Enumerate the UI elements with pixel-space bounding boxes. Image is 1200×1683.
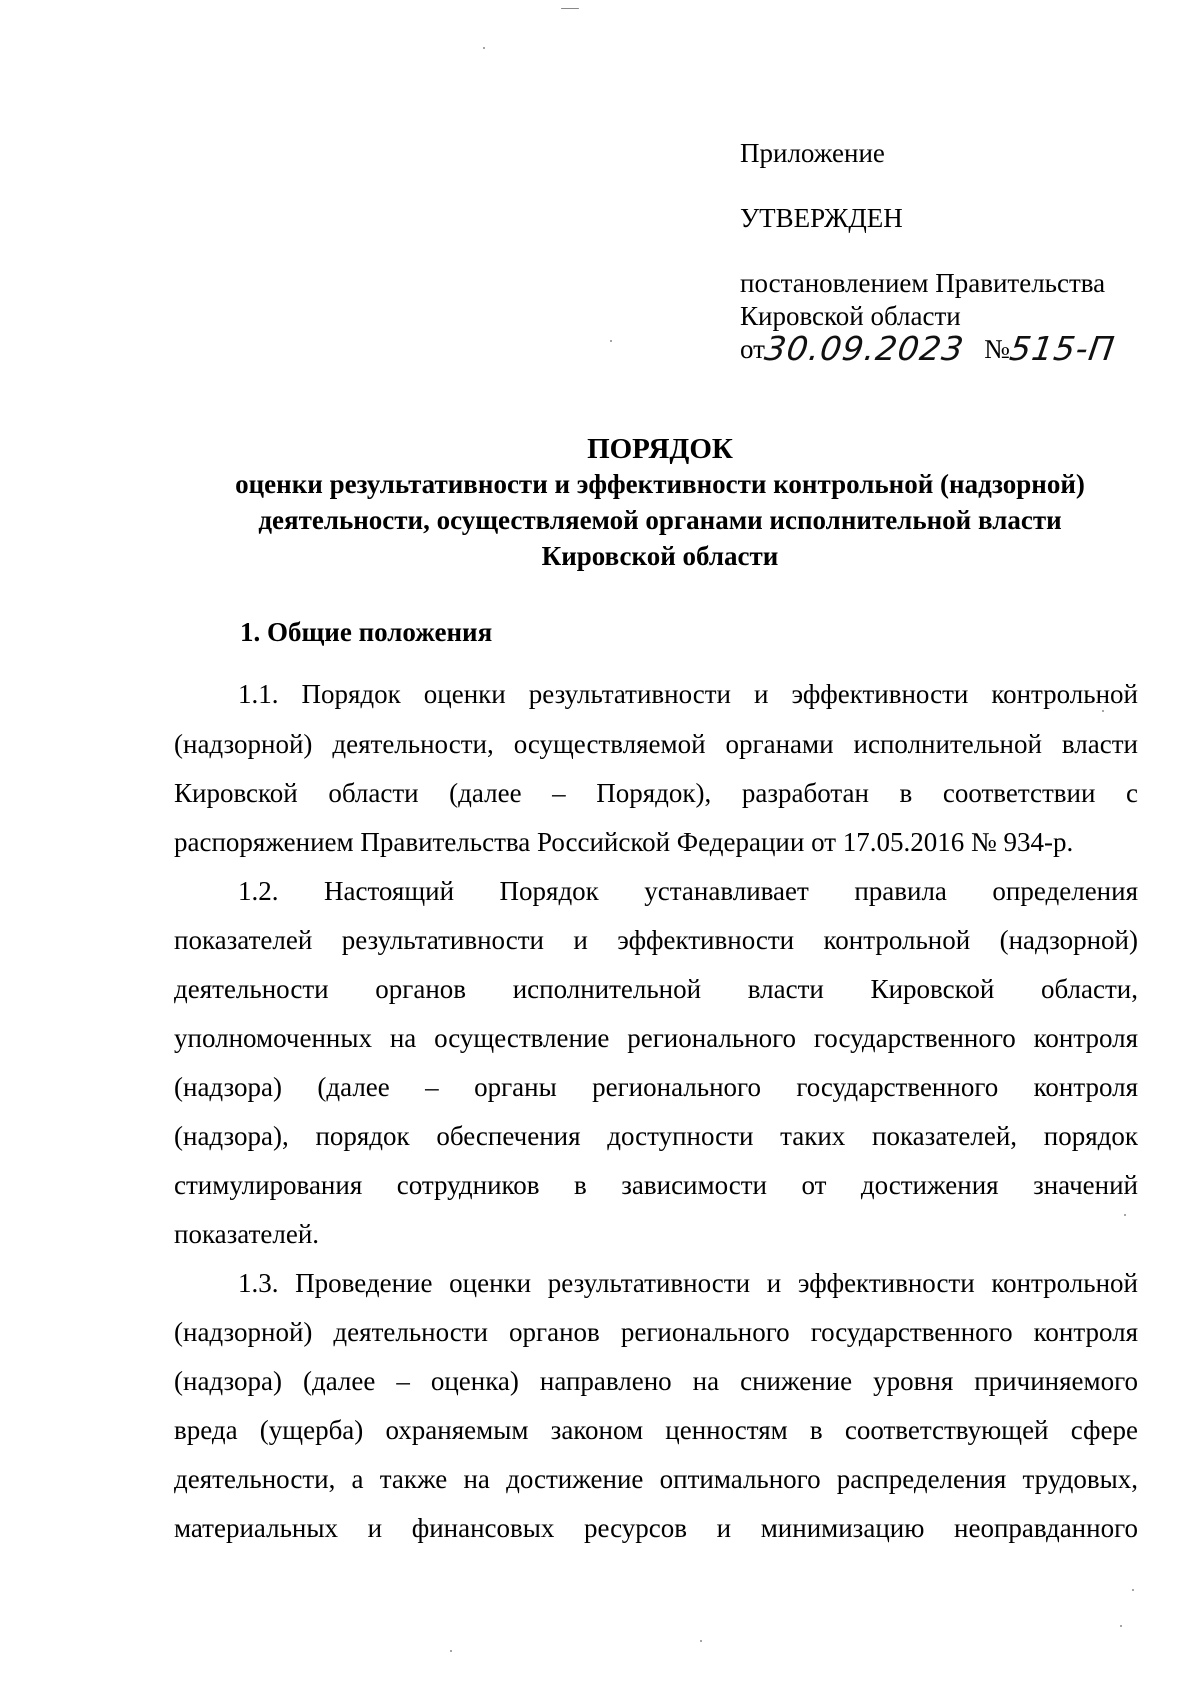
number-prefix: № — [984, 334, 1010, 364]
scan-speck — [450, 1650, 452, 1652]
appendix-label: Приложение — [740, 138, 885, 168]
paragraph-line: вреда (ущерба) охраняемым законом ценностям в соответствующей сфере — [174, 1415, 1138, 1445]
scan-speck — [1102, 710, 1104, 712]
scan-speck — [1132, 1589, 1134, 1591]
paragraph-line: 1.1. Порядок оценки результативности и эффективности контрольной — [238, 679, 1138, 709]
document-subtitle-line: Кировской области — [541, 541, 779, 571]
paragraph-line: (надзорной) деятельности, осуществляемой органами исполнительной власти — [174, 729, 1138, 759]
paragraph-line: уполномоченных на осуществление регионального государственного контроля — [174, 1023, 1138, 1053]
section-heading: 1. Общие положения — [240, 617, 493, 647]
scan-speck — [700, 1640, 702, 1642]
paragraph-line: (надзорной) деятельности органов регионального государственного контроля — [174, 1317, 1138, 1347]
paragraph-line: (надзора) (далее – органы регионального государственного контроля — [174, 1072, 1138, 1102]
scan-speck — [1120, 1625, 1122, 1627]
handwritten-number: 515-П — [1007, 329, 1118, 368]
paragraph-line: деятельности органов исполнительной власти Кировской области, — [174, 974, 1138, 1004]
paragraph-line: Кировской области (далее – Порядок), разработан в соответствии с — [174, 778, 1138, 808]
decree-date-number — [740, 329, 1118, 368]
paragraph-line: 1.3. Проведение оценки результативности и эффективности контрольной — [238, 1268, 1138, 1298]
paragraph-line: (надзора) (далее – оценка) направлено на снижение уровня причиняемого — [174, 1366, 1138, 1396]
paragraph-line: показателей результативности и эффективности контрольной (надзорной) — [174, 925, 1138, 955]
handwritten-date: 30.09.2023 — [762, 329, 967, 368]
scan-speck — [483, 47, 485, 49]
paragraph-line: распоряжением Правительства Российской Федерации от 17.05.2016 № 934-р. — [174, 827, 1074, 857]
paragraph-line: деятельности, а также на достижение оптимального распределения трудовых, — [174, 1464, 1138, 1494]
paragraph-line: стимулирования сотрудников в зависимости от достижения значений — [174, 1170, 1138, 1200]
paragraph-line: (надзора), порядок обеспечения доступности таких показателей, порядок — [174, 1121, 1138, 1151]
region-label: Кировской области — [740, 301, 961, 331]
approved-label: УТВЕРЖДЕН — [740, 203, 903, 233]
paragraph-line: 1.2. Настоящий Порядок устанавливает правила определения — [238, 876, 1138, 906]
decree-label: постановлением Правительства — [740, 268, 1106, 298]
scan-speck — [1124, 1214, 1126, 1216]
document-subtitle-line: оценки результативности и эффективности контрольной (надзорной) — [235, 469, 1085, 499]
scan-speck — [610, 340, 612, 342]
document-subtitle-line: деятельности, осуществляемой органами исполнительной власти — [258, 505, 1062, 535]
scan-speck — [561, 8, 579, 9]
paragraph-line: показателей. — [174, 1219, 320, 1249]
document-title: ПОРЯДОК — [587, 433, 733, 465]
date-prefix: от — [740, 334, 765, 364]
paragraph-line: материальных и финансовых ресурсов и минимизацию неоправданного — [174, 1513, 1138, 1543]
